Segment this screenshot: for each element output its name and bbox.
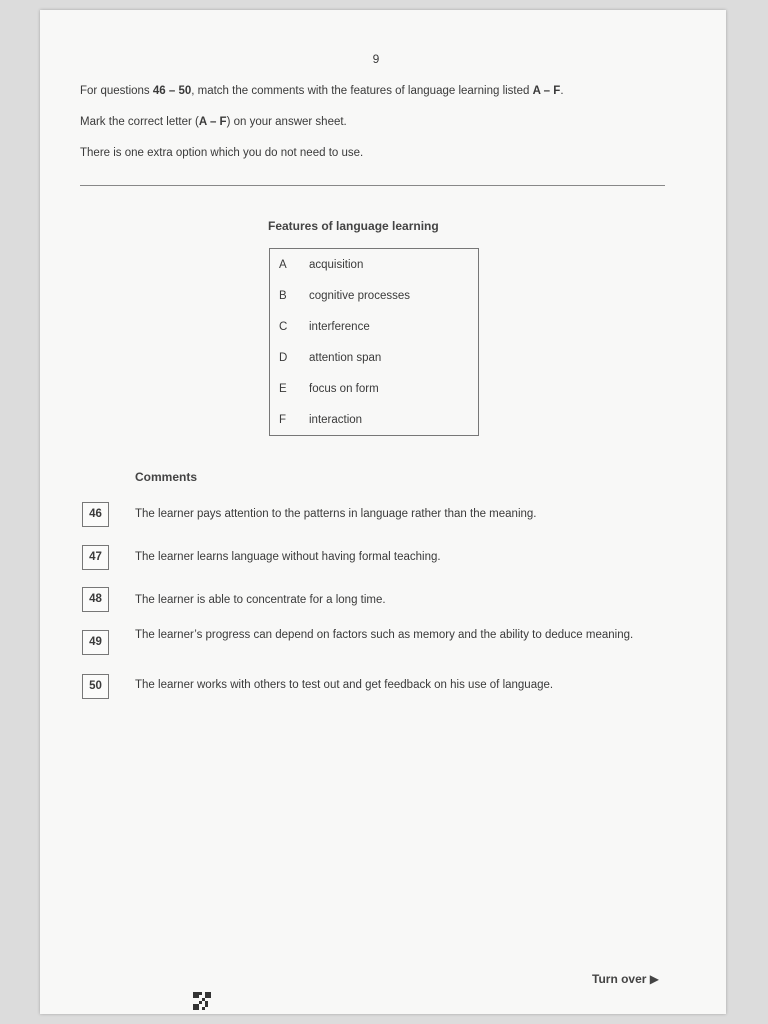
feature-text: cognitive processes bbox=[309, 290, 410, 302]
feature-letter: D bbox=[279, 352, 288, 364]
instruction-line-3: There is one extra option which you do not need to use. bbox=[80, 147, 364, 159]
question-number-box: 48 bbox=[82, 587, 109, 612]
feature-row-b bbox=[270, 280, 478, 311]
divider bbox=[80, 185, 665, 186]
question-number-box: 49 bbox=[82, 630, 109, 655]
feature-row-f bbox=[270, 404, 478, 435]
question-text: The learner learns language without having formal teaching. bbox=[135, 551, 441, 563]
question-text: The learner pays attention to the patterns in language rather than the meaning. bbox=[135, 508, 537, 520]
comments-title: Comments bbox=[135, 470, 198, 484]
page-number: 9 bbox=[372, 52, 380, 66]
question-text: The learner’s progress can depend on factors such as memory and the ability to deduce meaning. bbox=[135, 629, 634, 641]
feature-row-c bbox=[270, 311, 478, 342]
feature-text: acquisition bbox=[309, 259, 364, 271]
feature-text: focus on form bbox=[309, 383, 379, 395]
instruction-line-2: Mark the correct letter (A – F) on your answer sheet. bbox=[80, 116, 347, 128]
feature-letter: A bbox=[279, 259, 287, 271]
feature-row-a bbox=[270, 249, 478, 280]
turn-over-label: Turn over ▶ bbox=[592, 972, 660, 986]
instruction-line-1: For questions 46 – 50, match the comments with the features of language learning listed A – F. bbox=[80, 85, 564, 97]
exam-page bbox=[40, 10, 726, 1014]
feature-letter: E bbox=[279, 383, 287, 395]
features-table bbox=[269, 248, 479, 436]
feature-letter: B bbox=[279, 290, 287, 302]
feature-text: attention span bbox=[309, 352, 382, 364]
feature-text: interaction bbox=[309, 414, 363, 426]
feature-row-d bbox=[270, 342, 478, 373]
feature-letter: C bbox=[279, 321, 288, 333]
feature-row-e bbox=[270, 373, 478, 404]
qr-code-icon bbox=[193, 992, 211, 1010]
features-title: Features of language learning bbox=[268, 219, 439, 233]
feature-letter: F bbox=[279, 414, 287, 426]
question-number-box: 50 bbox=[82, 674, 109, 699]
question-text: The learner is able to concentrate for a long time. bbox=[135, 594, 386, 606]
question-number-box: 47 bbox=[82, 545, 109, 570]
question-text: The learner works with others to test out and get feedback on his use of language. bbox=[135, 679, 554, 691]
question-number-box: 46 bbox=[82, 502, 109, 527]
feature-text: interference bbox=[309, 321, 370, 333]
